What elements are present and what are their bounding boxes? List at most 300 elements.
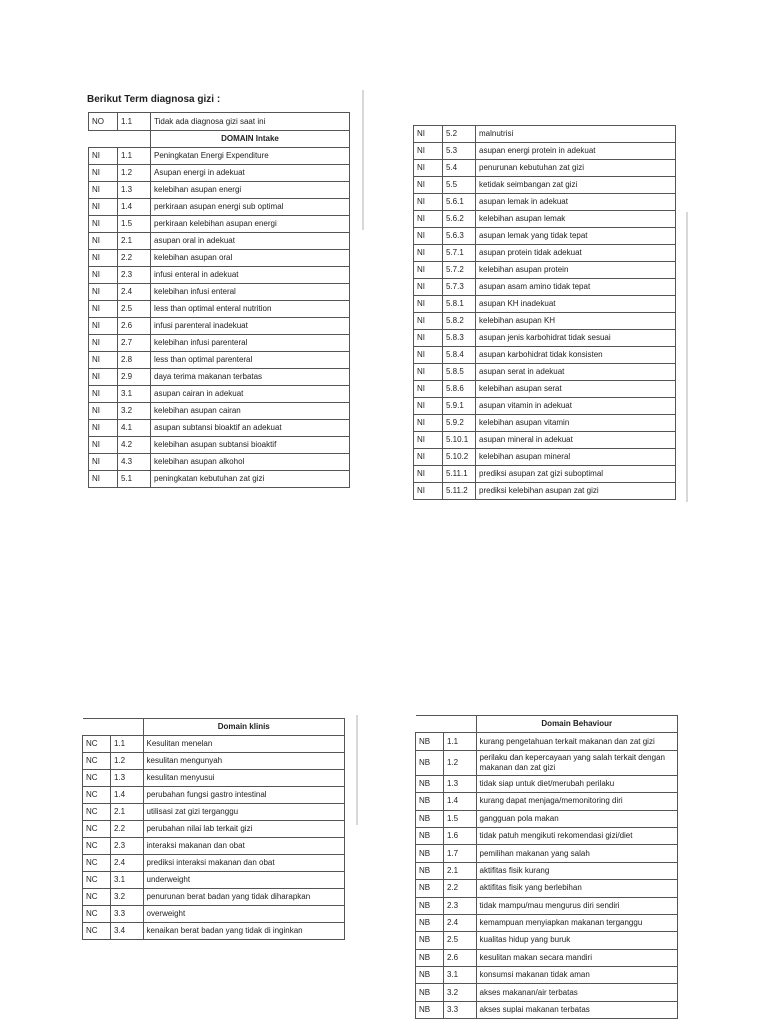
label-cell: kelebihan infusi parenteral	[151, 335, 350, 352]
table-row	[89, 267, 350, 284]
label-cell: infusi parenteral inadekuat	[151, 318, 350, 335]
table-row	[416, 932, 678, 949]
label-cell: akses suplai makanan terbatas	[476, 1001, 678, 1018]
label-cell: kelebihan asupan energi	[151, 182, 350, 199]
code-cell: NI	[89, 301, 118, 318]
code-cell: NB	[416, 880, 444, 897]
code-cell: NI	[414, 245, 443, 262]
number-cell: 5.7.3	[443, 279, 476, 296]
blank-cell	[83, 719, 111, 736]
table-row	[414, 466, 676, 483]
label-cell: Tidak ada diagnosa gizi saat ini	[151, 113, 350, 131]
number-cell: 5.8.3	[443, 330, 476, 347]
table-row	[414, 313, 676, 330]
domain-intake-continued-table	[413, 125, 676, 500]
label-cell: less than optimal parenteral	[151, 352, 350, 369]
label-cell: penurunan berat badan yang tidak diharapkan	[143, 889, 345, 906]
code-cell: NI	[89, 369, 118, 386]
blank-cell	[89, 131, 118, 148]
table-row	[83, 872, 345, 889]
code-cell: NI	[414, 466, 443, 483]
code-cell: NI	[414, 262, 443, 279]
label-cell: asupan protein tidak adekuat	[476, 245, 676, 262]
table-row	[89, 318, 350, 335]
label-cell: konsumsi makanan tidak aman	[476, 967, 678, 984]
scan-seam	[362, 90, 364, 230]
code-cell: NI	[89, 148, 118, 165]
label-cell: kelebihan asupan mineral	[476, 449, 676, 466]
number-cell: 2.8	[118, 352, 151, 369]
number-cell: 1.3	[444, 775, 477, 792]
table-row	[83, 889, 345, 906]
label-cell: kelebihan asupan protein	[476, 262, 676, 279]
number-cell: 5.5	[443, 177, 476, 194]
code-cell: NI	[89, 318, 118, 335]
table-row	[89, 454, 350, 471]
code-cell: NC	[83, 889, 111, 906]
number-cell: 3.1	[444, 967, 477, 984]
number-cell: 3.4	[111, 923, 144, 940]
table-section-header	[89, 131, 350, 148]
table-row	[89, 216, 350, 233]
number-cell: 2.1	[118, 233, 151, 250]
label-cell: tidak mampu/mau mengurus diri sendiri	[476, 897, 678, 914]
number-cell: 3.2	[111, 889, 144, 906]
code-cell: NI	[89, 182, 118, 199]
code-cell: NC	[83, 923, 111, 940]
label-cell: infusi enteral in adekuat	[151, 267, 350, 284]
number-cell: 1.3	[111, 770, 144, 787]
number-cell: 5.8.5	[443, 364, 476, 381]
label-cell: aktifitas fisik yang berlebihan	[476, 880, 678, 897]
table-row	[414, 347, 676, 364]
table-row	[89, 403, 350, 420]
label-cell: kesulitan makan secara mandiri	[476, 949, 678, 966]
number-cell: 1.2	[111, 753, 144, 770]
number-cell: 5.2	[443, 126, 476, 143]
code-cell: NC	[83, 838, 111, 855]
number-cell: 1.5	[118, 216, 151, 233]
number-cell: 5.4	[443, 160, 476, 177]
label-cell: kelebihan asupan subtansi bioaktif	[151, 437, 350, 454]
table-row	[414, 432, 676, 449]
code-cell: NI	[414, 415, 443, 432]
code-cell: NB	[416, 733, 444, 750]
code-cell: NI	[414, 160, 443, 177]
code-cell: NI	[89, 386, 118, 403]
table-row	[416, 775, 678, 792]
number-cell: 5.11.1	[443, 466, 476, 483]
label-cell: kenaikan berat badan yang tidak di inginkan	[143, 923, 345, 940]
number-cell: 1.4	[118, 199, 151, 216]
number-cell: 1.2	[118, 165, 151, 182]
table-row	[89, 148, 350, 165]
table-row	[416, 880, 678, 897]
table-row	[89, 113, 350, 131]
code-cell: NB	[416, 967, 444, 984]
number-cell: 1.2	[444, 750, 477, 775]
table-row	[414, 211, 676, 228]
table-row	[83, 855, 345, 872]
table-row	[416, 793, 678, 810]
code-cell: NI	[89, 233, 118, 250]
code-cell: NB	[416, 845, 444, 862]
code-cell: NB	[416, 932, 444, 949]
label-cell: Asupan energi in adekuat	[151, 165, 350, 182]
table-section-header	[416, 716, 678, 733]
number-cell: 1.1	[118, 148, 151, 165]
code-cell: NB	[416, 897, 444, 914]
table-row	[416, 733, 678, 750]
table-row	[89, 420, 350, 437]
label-cell: prediksi asupan zat gizi suboptimal	[476, 466, 676, 483]
table-row	[83, 736, 345, 753]
number-cell: 1.6	[444, 827, 477, 844]
label-cell: kemampuan menyiapkan makanan terganggu	[476, 914, 678, 931]
table-row	[414, 143, 676, 160]
label-cell: perubahan fungsi gastro intestinal	[143, 787, 345, 804]
code-cell: NI	[89, 216, 118, 233]
label-cell: perubahan nilai lab terkait gizi	[143, 821, 345, 838]
label-cell: kurang dapat menjaga/memonitoring diri	[476, 793, 678, 810]
number-cell: 1.1	[118, 113, 151, 131]
label-cell: asupan mineral in adekuat	[476, 432, 676, 449]
table-row	[416, 827, 678, 844]
code-cell: NI	[414, 347, 443, 364]
number-cell: 2.7	[118, 335, 151, 352]
label-cell: kelebihan asupan oral	[151, 250, 350, 267]
number-cell: 4.2	[118, 437, 151, 454]
domain-title: DOMAIN Intake	[151, 131, 350, 148]
blank-cell	[416, 716, 444, 733]
label-cell: ketidak seimbangan zat gizi	[476, 177, 676, 194]
code-cell: NB	[416, 793, 444, 810]
number-cell: 4.1	[118, 420, 151, 437]
number-cell: 1.7	[444, 845, 477, 862]
table-row	[416, 984, 678, 1001]
code-cell: NI	[89, 437, 118, 454]
number-cell: 5.6.2	[443, 211, 476, 228]
table-row	[414, 296, 676, 313]
number-cell: 1.4	[444, 793, 477, 810]
table-row	[83, 753, 345, 770]
table-row	[416, 914, 678, 931]
number-cell: 2.9	[118, 369, 151, 386]
label-cell: asupan energi protein in adekuat	[476, 143, 676, 160]
code-cell: NI	[414, 398, 443, 415]
number-cell: 5.10.1	[443, 432, 476, 449]
label-cell: asupan KH inadekuat	[476, 296, 676, 313]
label-cell: kurang pengetahuan terkait makanan dan zat gizi	[476, 733, 678, 750]
table-row	[416, 949, 678, 966]
code-cell: NC	[83, 804, 111, 821]
code-cell: NI	[89, 454, 118, 471]
code-cell: NC	[83, 753, 111, 770]
number-cell: 5.1	[118, 471, 151, 488]
code-cell: NB	[416, 1001, 444, 1018]
code-cell: NI	[89, 267, 118, 284]
number-cell: 5.3	[443, 143, 476, 160]
domain-intake-table	[88, 112, 350, 488]
label-cell: asupan lemak in adekuat	[476, 194, 676, 211]
table-row	[414, 177, 676, 194]
domain-klinis-table	[82, 718, 345, 940]
label-cell: Peningkatan Energi Expenditure	[151, 148, 350, 165]
label-cell: less than optimal enteral nutrition	[151, 301, 350, 318]
number-cell: 2.6	[118, 318, 151, 335]
number-cell: 2.1	[111, 804, 144, 821]
code-cell: NI	[89, 199, 118, 216]
number-cell: 1.3	[118, 182, 151, 199]
label-cell: kesulitan mengunyah	[143, 753, 345, 770]
table-row	[416, 967, 678, 984]
label-cell: perilaku dan kepercayaan yang salah terkait dengan makanan dan zat gizi	[476, 750, 678, 775]
label-cell: pemilihan makanan yang salah	[476, 845, 678, 862]
code-cell: NI	[414, 381, 443, 398]
code-cell: NI	[89, 403, 118, 420]
scan-seam	[356, 715, 358, 825]
code-cell: NI	[414, 279, 443, 296]
blank-cell	[118, 131, 151, 148]
number-cell: 2.3	[111, 838, 144, 855]
label-cell: gangguan pola makan	[476, 810, 678, 827]
code-cell: NI	[89, 352, 118, 369]
number-cell: 2.2	[111, 821, 144, 838]
code-cell: NB	[416, 862, 444, 879]
code-cell: NI	[414, 364, 443, 381]
number-cell: 3.1	[111, 872, 144, 889]
number-cell: 3.2	[444, 984, 477, 1001]
number-cell: 2.1	[444, 862, 477, 879]
label-cell: kelebihan asupan alkohol	[151, 454, 350, 471]
number-cell: 4.3	[118, 454, 151, 471]
number-cell: 2.3	[118, 267, 151, 284]
label-cell: kelebihan infusi enteral	[151, 284, 350, 301]
code-cell: NB	[416, 750, 444, 775]
table-row	[89, 250, 350, 267]
table-row	[414, 364, 676, 381]
number-cell: 5.7.2	[443, 262, 476, 279]
number-cell: 3.1	[118, 386, 151, 403]
label-cell: akses makanan/air terbatas	[476, 984, 678, 1001]
table-row	[89, 386, 350, 403]
number-cell: 1.1	[111, 736, 144, 753]
domain-behaviour-table	[415, 715, 678, 1019]
code-cell: NI	[414, 143, 443, 160]
table-section-header	[83, 719, 345, 736]
table-row	[83, 821, 345, 838]
code-cell: NC	[83, 855, 111, 872]
label-cell: kelebihan asupan cairan	[151, 403, 350, 420]
code-cell: NB	[416, 810, 444, 827]
number-cell: 2.6	[444, 949, 477, 966]
table-row	[416, 862, 678, 879]
label-cell: underweight	[143, 872, 345, 889]
label-cell: asupan karbohidrat tidak konsisten	[476, 347, 676, 364]
table-row	[89, 165, 350, 182]
code-cell: NC	[83, 736, 111, 753]
code-cell: NC	[83, 821, 111, 838]
table-row	[89, 471, 350, 488]
number-cell: 5.10.2	[443, 449, 476, 466]
code-cell: NI	[414, 449, 443, 466]
label-cell: Kesulitan menelan	[143, 736, 345, 753]
table-row	[89, 284, 350, 301]
label-cell: asupan oral in adekuat	[151, 233, 350, 250]
label-cell: malnutrisi	[476, 126, 676, 143]
table-row	[414, 126, 676, 143]
number-cell: 1.5	[444, 810, 477, 827]
code-cell: NB	[416, 827, 444, 844]
label-cell: peningkatan kebutuhan zat gizi	[151, 471, 350, 488]
table-row	[83, 838, 345, 855]
table-row	[89, 335, 350, 352]
label-cell: kelebihan asupan vitamin	[476, 415, 676, 432]
table-row	[416, 845, 678, 862]
table-row	[83, 804, 345, 821]
code-cell: NI	[414, 211, 443, 228]
code-cell: NI	[89, 250, 118, 267]
number-cell: 2.5	[444, 932, 477, 949]
table-row	[83, 923, 345, 940]
code-cell: NI	[414, 194, 443, 211]
table-row	[414, 262, 676, 279]
number-cell: 2.4	[111, 855, 144, 872]
number-cell: 5.9.1	[443, 398, 476, 415]
code-cell: NI	[89, 284, 118, 301]
blank-cell	[444, 716, 477, 733]
code-cell: NI	[414, 296, 443, 313]
table-row	[414, 483, 676, 500]
number-cell: 1.4	[111, 787, 144, 804]
code-cell: NI	[89, 420, 118, 437]
table-row	[83, 770, 345, 787]
label-cell: kelebihan asupan lemak	[476, 211, 676, 228]
number-cell: 2.5	[118, 301, 151, 318]
code-cell: NI	[414, 432, 443, 449]
code-cell: NI	[414, 313, 443, 330]
label-cell: asupan vitamin in adekuat	[476, 398, 676, 415]
label-cell: penurunan kebutuhan zat gizi	[476, 160, 676, 177]
label-cell: kesulitan menyusui	[143, 770, 345, 787]
code-cell: NI	[414, 228, 443, 245]
label-cell: prediksi kelebihan asupan zat gizi	[476, 483, 676, 500]
code-cell: NI	[89, 165, 118, 182]
label-cell: asupan subtansi bioaktif an adekuat	[151, 420, 350, 437]
code-cell: NI	[89, 471, 118, 488]
code-cell: NC	[83, 787, 111, 804]
number-cell: 2.4	[444, 914, 477, 931]
blank-cell	[111, 719, 144, 736]
number-cell: 5.9.2	[443, 415, 476, 432]
code-cell: NB	[416, 984, 444, 1001]
label-cell: perkiraan kelebihan asupan energi	[151, 216, 350, 233]
table-row	[416, 750, 678, 775]
table-row	[83, 906, 345, 923]
label-cell: asupan lemak yang tidak tepat	[476, 228, 676, 245]
label-cell: tidak patuh mengikuti rekomendasi gizi/diet	[476, 827, 678, 844]
number-cell: 5.6.1	[443, 194, 476, 211]
code-cell: NI	[414, 126, 443, 143]
label-cell: interaksi makanan dan obat	[143, 838, 345, 855]
table-row	[89, 199, 350, 216]
table-row	[89, 233, 350, 250]
label-cell: kualitas hidup yang buruk	[476, 932, 678, 949]
table-row	[414, 449, 676, 466]
table-row	[416, 897, 678, 914]
domain-title: Domain Behaviour	[476, 716, 678, 733]
number-cell: 5.7.1	[443, 245, 476, 262]
table-row	[414, 330, 676, 347]
number-cell: 1.1	[444, 733, 477, 750]
code-cell: NB	[416, 949, 444, 966]
label-cell: kelebihan asupan KH	[476, 313, 676, 330]
label-cell: asupan serat in adekuat	[476, 364, 676, 381]
code-cell: NI	[414, 177, 443, 194]
label-cell: overweight	[143, 906, 345, 923]
table-row	[89, 369, 350, 386]
label-cell: asupan cairan in adekuat	[151, 386, 350, 403]
number-cell: 2.3	[444, 897, 477, 914]
number-cell: 2.4	[118, 284, 151, 301]
number-cell: 5.8.4	[443, 347, 476, 364]
label-cell: kelebihan asupan serat	[476, 381, 676, 398]
label-cell: asupan asam amino tidak tepat	[476, 279, 676, 296]
number-cell: 2.2	[118, 250, 151, 267]
number-cell: 3.2	[118, 403, 151, 420]
table-row	[89, 437, 350, 454]
number-cell: 2.2	[444, 880, 477, 897]
code-cell: NC	[83, 872, 111, 889]
label-cell: perkiraan asupan energi sub optimal	[151, 199, 350, 216]
label-cell: daya terima makanan terbatas	[151, 369, 350, 386]
label-cell: asupan jenis karbohidrat tidak sesuai	[476, 330, 676, 347]
number-cell: 5.8.1	[443, 296, 476, 313]
table-row	[414, 194, 676, 211]
label-cell: tidak siap untuk diet/merubah perilaku	[476, 775, 678, 792]
table-row	[416, 810, 678, 827]
table-row	[414, 228, 676, 245]
label-cell: utilisasi zat gizi terganggu	[143, 804, 345, 821]
number-cell: 5.6.3	[443, 228, 476, 245]
code-cell: NB	[416, 775, 444, 792]
scan-seam	[686, 212, 688, 502]
table-row	[414, 415, 676, 432]
number-cell: 5.8.6	[443, 381, 476, 398]
label-cell: prediksi interaksi makanan dan obat	[143, 855, 345, 872]
number-cell: 5.8.2	[443, 313, 476, 330]
code-cell: NI	[414, 330, 443, 347]
table-row	[83, 787, 345, 804]
number-cell: 5.11.2	[443, 483, 476, 500]
label-cell: aktifitas fisik kurang	[476, 862, 678, 879]
code-cell: NB	[416, 914, 444, 931]
table-row	[414, 160, 676, 177]
code-cell: NI	[414, 483, 443, 500]
table-row	[414, 245, 676, 262]
domain-title: Domain klinis	[143, 719, 345, 736]
code-cell: NC	[83, 770, 111, 787]
code-cell: NO	[89, 113, 118, 131]
code-cell: NC	[83, 906, 111, 923]
table-row	[414, 381, 676, 398]
table-row	[414, 279, 676, 296]
table-row	[89, 352, 350, 369]
code-cell: NI	[89, 335, 118, 352]
number-cell: 3.3	[111, 906, 144, 923]
table-row	[89, 182, 350, 199]
table-row	[416, 1001, 678, 1018]
